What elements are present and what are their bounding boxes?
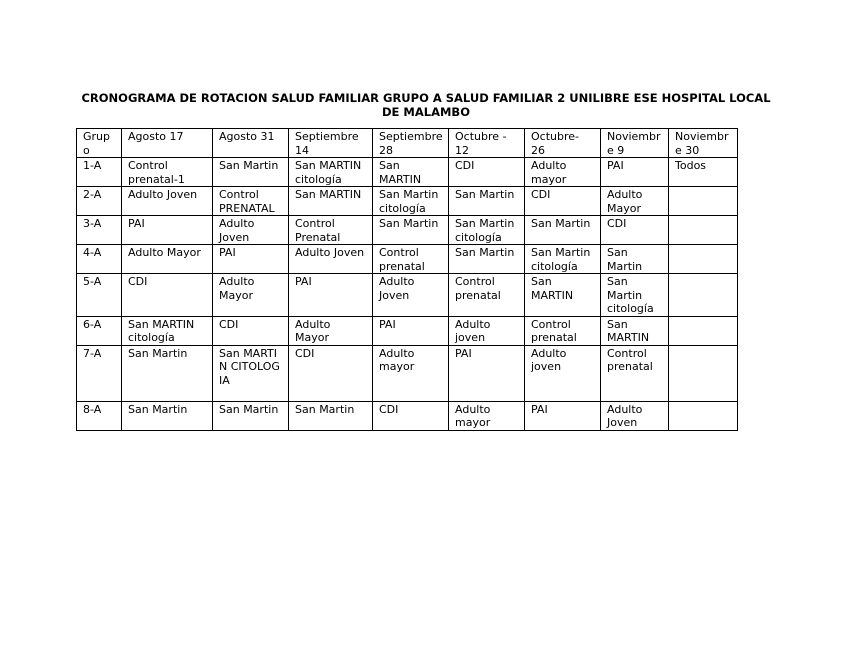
schedule-cell — [373, 245, 449, 274]
cell-text: CDI — [379, 402, 399, 416]
schedule-cell — [213, 316, 289, 345]
cell-text: Adulto Mayor — [295, 317, 331, 344]
schedule-cell — [669, 216, 738, 245]
header-cell-octubre-26 — [525, 129, 601, 158]
cell-text: 5-A — [83, 275, 102, 288]
cell-text: Control prenatal — [455, 275, 501, 302]
group-cell — [77, 158, 122, 187]
header-label: Octubre - 12 — [455, 130, 507, 157]
header-cell-group: Grupo — [77, 129, 122, 158]
cell-text: Adulto Joven — [607, 402, 643, 429]
group-cell — [77, 216, 122, 245]
schedule-cell — [213, 274, 289, 317]
schedule-cell — [525, 401, 601, 430]
cell-text: Adulto Joven — [295, 246, 365, 259]
cell-text: San Martin citología — [607, 275, 654, 315]
schedule-cell — [122, 245, 213, 274]
schedule-cell — [289, 245, 373, 274]
cell-text: 1-A — [83, 159, 102, 172]
table-row — [77, 158, 738, 187]
schedule-cell — [122, 216, 213, 245]
schedule-cell — [289, 216, 373, 245]
table-body — [77, 129, 738, 431]
cell-text: Todos — [675, 159, 707, 172]
cell-text: 3-A — [83, 217, 102, 230]
cell-text: CDI — [295, 346, 315, 360]
cell-text: 8-A — [83, 402, 102, 416]
schedule-cell — [213, 158, 289, 187]
schedule-cell — [601, 245, 669, 274]
cell-text: Adulto mayor — [455, 402, 491, 429]
cell-text: PAI — [128, 217, 145, 230]
schedule-cell — [122, 316, 213, 345]
table-header-row — [77, 129, 738, 158]
cell-text: San MARTIN citología — [295, 159, 362, 186]
schedule-cell — [449, 216, 525, 245]
schedule-cell — [449, 401, 525, 430]
cell-text: San MARTIN — [607, 317, 650, 344]
group-cell — [77, 316, 122, 345]
schedule-cell — [213, 245, 289, 274]
schedule-cell — [213, 216, 289, 245]
schedule-cell — [449, 316, 525, 345]
cell-text: Adulto Joven — [128, 188, 198, 201]
schedule-cell — [525, 158, 601, 187]
cell-text: Control prenatal — [531, 317, 577, 344]
schedule-cell — [122, 158, 213, 187]
cell-text: 6-A — [83, 317, 102, 331]
schedule-cell — [373, 216, 449, 245]
cell-text: San MARTIN citología — [128, 317, 195, 344]
schedule-cell — [669, 158, 738, 187]
schedule-cell — [669, 187, 738, 216]
table-row — [77, 274, 738, 317]
schedule-cell — [525, 345, 601, 401]
cell-text: PAI — [379, 317, 396, 331]
rotation-schedule-table — [76, 128, 738, 431]
cell-text: PAI — [531, 402, 548, 416]
schedule-cell — [289, 187, 373, 216]
header-cell-noviembre-9: Noviembre 9 — [601, 129, 669, 158]
schedule-cell — [525, 216, 601, 245]
schedule-cell — [525, 316, 601, 345]
schedule-cell — [373, 158, 449, 187]
schedule-cell — [669, 401, 738, 430]
schedule-cell — [289, 401, 373, 430]
schedule-cell — [373, 316, 449, 345]
schedule-cell — [525, 245, 601, 274]
cell-text: San Martin — [455, 246, 515, 259]
cell-text: San Martin — [379, 217, 439, 230]
cell-text: San MARTIN — [295, 188, 362, 201]
cell-text: PAI — [607, 159, 624, 172]
group-cell — [77, 245, 122, 274]
schedule-cell — [449, 158, 525, 187]
group-cell — [77, 401, 122, 430]
cell-text: San MARTIN CITOLOGIA — [219, 346, 280, 387]
cell-text: CDI — [607, 217, 627, 230]
group-cell — [77, 274, 122, 317]
schedule-cell — [525, 274, 601, 317]
header-cell-agosto-17 — [122, 129, 213, 158]
schedule-cell — [669, 274, 738, 317]
schedule-cell — [601, 316, 669, 345]
schedule-cell — [213, 345, 289, 401]
cell-text: PAI — [295, 275, 312, 288]
schedule-cell — [601, 345, 669, 401]
schedule-cell — [289, 158, 373, 187]
cell-text: Adulto Mayor — [219, 275, 255, 302]
schedule-cell — [289, 345, 373, 401]
schedule-cell — [449, 274, 525, 317]
cell-text: San Martin — [531, 217, 591, 230]
schedule-cell — [669, 316, 738, 345]
cell-text: PAI — [219, 246, 236, 259]
cell-text: Adulto Joven — [219, 217, 255, 244]
cell-text: CDI — [219, 317, 239, 331]
cell-text: CDI — [455, 159, 475, 172]
table-row — [77, 316, 738, 345]
schedule-cell — [289, 316, 373, 345]
cell-text: San Martin — [607, 246, 643, 273]
table-row — [77, 187, 738, 216]
schedule-cell — [601, 158, 669, 187]
schedule-cell — [213, 187, 289, 216]
schedule-cell — [122, 274, 213, 317]
schedule-cell — [669, 245, 738, 274]
schedule-cell — [122, 401, 213, 430]
cell-text: San Martin citología — [455, 217, 515, 244]
group-cell — [77, 187, 122, 216]
schedule-cell — [525, 187, 601, 216]
table-row — [77, 245, 738, 274]
cell-text: Adulto Mayor — [607, 188, 643, 215]
schedule-cell — [373, 274, 449, 317]
group-cell — [77, 345, 122, 401]
schedule-cell — [213, 401, 289, 430]
cell-text: 4-A — [83, 246, 102, 259]
cell-text: Control PRENATAL — [219, 188, 275, 215]
cell-text: San Martin — [219, 402, 279, 416]
schedule-cell — [449, 345, 525, 401]
schedule-cell — [122, 345, 213, 401]
cell-text: San Martin — [455, 188, 515, 201]
header-label: Agosto 31 — [219, 130, 275, 143]
cell-text: PAI — [455, 346, 472, 360]
cell-text: CDI — [128, 275, 148, 288]
cell-text: Adulto Mayor — [128, 246, 201, 259]
cell-text: San Martin — [128, 402, 188, 416]
cell-text: San Martin citología — [379, 188, 439, 215]
header-cell-septiembre-28: Septiembre 28 — [373, 129, 449, 158]
schedule-cell — [122, 187, 213, 216]
cell-text: San MARTIN — [531, 275, 574, 302]
cell-text: San Martin — [128, 346, 188, 360]
schedule-cell — [601, 274, 669, 317]
cell-text: Adulto joven — [455, 317, 491, 344]
cell-text: San Martin — [219, 159, 279, 172]
cell-text: San MARTIN — [379, 159, 422, 186]
header-label: Octubre- 26 — [531, 130, 579, 157]
table-row — [77, 216, 738, 245]
schedule-cell — [669, 345, 738, 401]
header-cell-agosto-31 — [213, 129, 289, 158]
schedule-cell — [601, 187, 669, 216]
header-cell-septiembre-14: Septiembre 14 — [289, 129, 373, 158]
schedule-cell — [373, 187, 449, 216]
cell-text: Control prenatal — [607, 346, 653, 373]
cell-text: San Martin — [295, 402, 355, 416]
cell-text: CDI — [531, 188, 551, 201]
table-row — [77, 401, 738, 430]
cell-text: San Martin citología — [531, 246, 591, 273]
cell-text: Control prenatal — [379, 246, 425, 273]
cell-text: 7-A — [83, 346, 102, 360]
cell-text: 2-A — [83, 188, 102, 201]
header-cell-octubre-12 — [449, 129, 525, 158]
schedule-cell — [289, 274, 373, 317]
schedule-cell — [449, 245, 525, 274]
cell-text: Control prenatal-1 — [128, 159, 185, 186]
schedule-cell — [373, 345, 449, 401]
cell-text: Adulto mayor — [379, 346, 415, 373]
cell-text: Adulto Joven — [379, 275, 415, 302]
table-row — [77, 345, 738, 401]
schedule-cell — [601, 216, 669, 245]
schedule-cell — [373, 401, 449, 430]
cell-text: Control Prenatal — [295, 217, 341, 244]
schedule-cell — [449, 187, 525, 216]
header-label: Agosto 17 — [128, 130, 184, 143]
cell-text: Adulto mayor — [531, 159, 567, 186]
schedule-cell — [601, 401, 669, 430]
document-title: CRONOGRAMA DE ROTACION SALUD FAMILIAR GRUPO A SALUD FAMILIAR 2 UNILIBRE ESE HOSPITAL LOCAL DE MALAMBO — [81, 91, 771, 119]
cell-text: Adulto joven — [531, 346, 567, 373]
header-cell-noviembre-30: Noviembre 30 — [669, 129, 738, 158]
